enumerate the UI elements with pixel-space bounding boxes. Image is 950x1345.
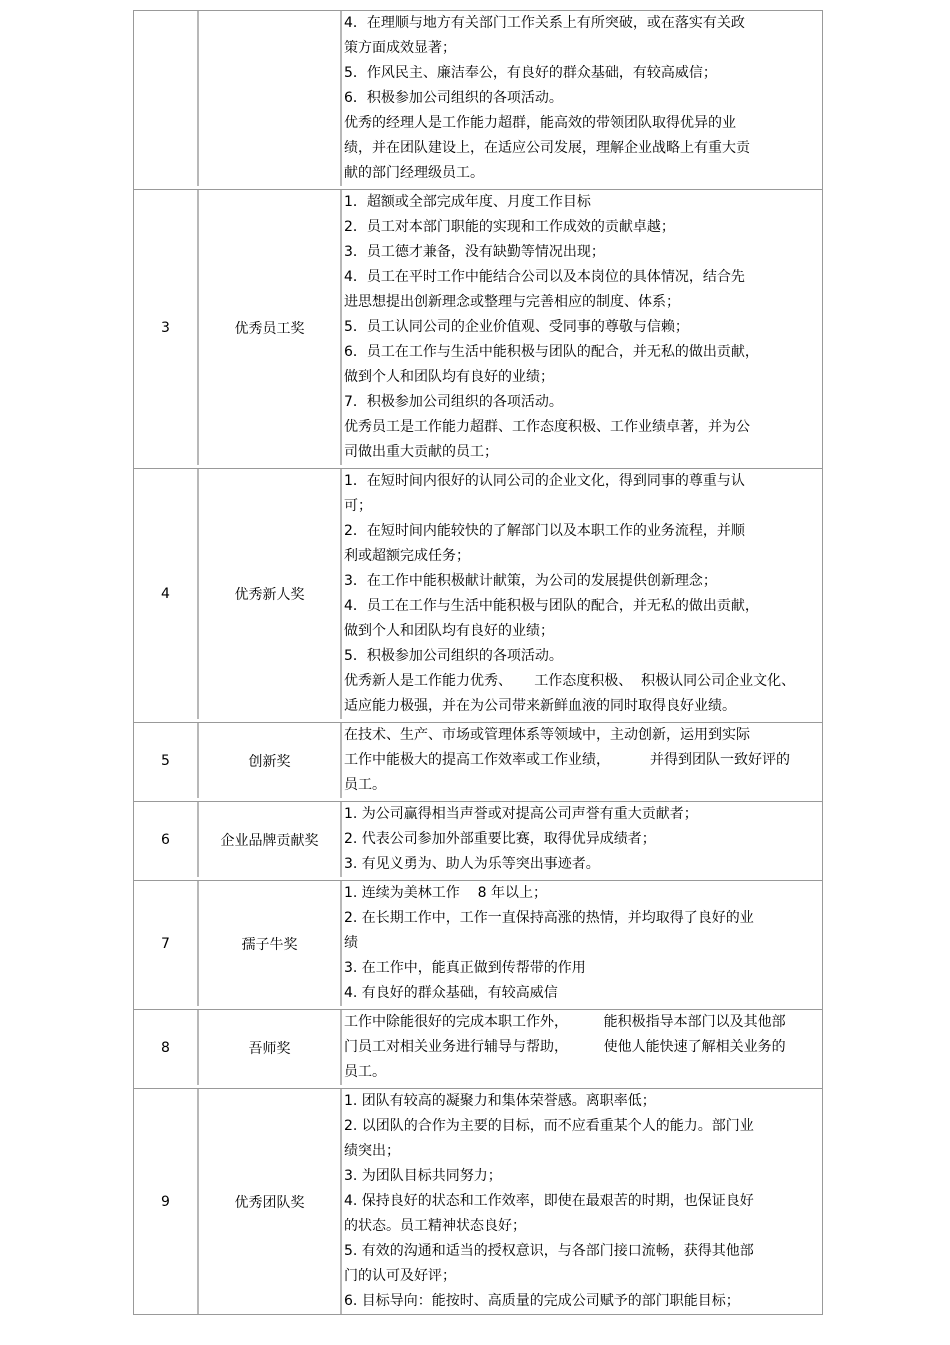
criteria-line: 6．员工在工作与生活中能积极与团队的配合，并无私的做出贡献， <box>344 344 759 360</box>
criteria-line: 4．在理顺与地方有关部门工作关系上有所突破，或在落实有关政 <box>344 15 745 31</box>
criteria-line: 2．员工对本部门职能的实现和工作成效的贡献卓越； <box>344 219 675 235</box>
award-criteria <box>342 881 822 1006</box>
award-name: 优秀员工奖 <box>199 190 342 465</box>
award-name: 吾师奖 <box>199 1010 342 1085</box>
criteria-line: 1．在短时间内很好的认同公司的企业文化，得到同事的尊重与认 <box>344 473 745 489</box>
criteria-line: 3. 为团队目标共同努力； <box>344 1168 502 1184</box>
criteria-line: 门的认可及好评； <box>344 1268 456 1284</box>
award-name: 优秀新人奖 <box>199 469 342 719</box>
award-criteria <box>342 723 822 798</box>
criteria-line: 3．员工德才兼备，没有缺勤等情况出现； <box>344 244 605 260</box>
criteria-line: 做到个人和团队均有良好的业绩； <box>344 369 554 385</box>
criteria-line: 3．在工作中能积极献计献策，为公司的发展提供创新理念； <box>344 573 717 589</box>
criteria-line: 2. 在长期工作中，工作一直保持高涨的热情，并均取得了良好的业 <box>344 910 754 926</box>
criteria-line: 员工。 <box>344 1064 386 1080</box>
awards-table <box>133 10 823 1315</box>
award-criteria <box>342 469 822 719</box>
criteria-line: 3. 在工作中，能真正做到传帮带的作用 <box>344 960 586 976</box>
criteria-line: 2．在短时间内能较快的了解部门以及本职工作的业务流程，并顺 <box>344 523 745 539</box>
award-number: 4 <box>134 469 199 719</box>
criteria-line: 4. 保持良好的状态和工作效率，即使在最艰苦的时期，也保证良好 <box>344 1193 754 1209</box>
criteria-line: 2. 代表公司参加外部重要比赛，取得优异成绩者； <box>344 831 656 847</box>
criteria-line: 1. 为公司赢得相当声誉或对提高公司声誉有重大贡献者； <box>344 806 698 822</box>
criteria-line: 4．员工在平时工作中能结合公司以及本岗位的具体情况，结合先 <box>344 269 745 285</box>
award-number: 7 <box>134 881 199 1006</box>
award-criteria <box>342 190 822 465</box>
criteria-line: 进思想提出创新理念或整理与完善相应的制度、体系； <box>344 294 680 310</box>
criteria-line: 献的部门经理级员工。 <box>344 165 484 181</box>
criteria-line: 6．积极参加公司组织的各项活动。 <box>344 90 563 106</box>
criteria-line: 在技术、生产、市场或管理体系等领域中，主动创新，运用到实际 <box>344 727 750 743</box>
criteria-line: 绩，并在团队建设上，在适应公司发展，理解企业战略上有重大贡 <box>344 140 750 156</box>
criteria-line: 适应能力极强，并在为公司带来新鲜血液的同时取得良好业绩。 <box>344 698 736 714</box>
table-row <box>133 468 823 719</box>
award-criteria <box>342 11 822 186</box>
criteria-line: 优秀员工是工作能力超群、工作态度积极、工作业绩卓著，并为公 <box>344 419 750 435</box>
criteria-line: 7．积极参加公司组织的各项活动。 <box>344 394 563 410</box>
criteria-line: 优秀的经理人是工作能力超群，能高效的带领团队取得优异的业 <box>344 115 736 131</box>
criteria-line: 5. 有效的沟通和适当的授权意识，与各部门接口流畅，获得其他部 <box>344 1243 754 1259</box>
award-number <box>134 11 199 186</box>
criteria-line: 门员工对相关业务进行辅导与帮助， 使他人能快速了解相关业务的 <box>344 1039 786 1055</box>
award-name: 企业品牌贡献奖 <box>199 802 342 877</box>
award-number: 3 <box>134 190 199 465</box>
criteria-line: 1．超额或全部完成年度、月度工作目标 <box>344 194 591 210</box>
criteria-line: 的状态。员工精神状态良好； <box>344 1218 526 1234</box>
award-number: 5 <box>134 723 199 798</box>
award-name: 孺子牛奖 <box>199 881 342 1006</box>
table-row <box>133 880 823 1006</box>
criteria-line: 工作中能极大的提高工作效率或工作业绩， 并得到团队一致好评的 <box>344 752 791 768</box>
criteria-line: 4．员工在工作与生活中能积极与团队的配合，并无私的做出贡献， <box>344 598 759 614</box>
criteria-line: 1. 连续为美林工作 8 年以上； <box>344 885 547 901</box>
criteria-line: 利或超额完成任务； <box>344 548 470 564</box>
award-name: 优秀团队奖 <box>199 1089 342 1314</box>
table-row <box>133 722 823 798</box>
criteria-line: 5．作风民主、廉洁奉公，有良好的群众基础，有较高威信； <box>344 65 717 81</box>
award-number: 6 <box>134 802 199 877</box>
criteria-line: 6. 目标导向：能按时、高质量的完成公司赋予的部门职能目标； <box>344 1293 740 1309</box>
criteria-line: 4. 有良好的群众基础，有较高威信 <box>344 985 558 1001</box>
table-row <box>133 1088 823 1315</box>
criteria-line: 5．积极参加公司组织的各项活动。 <box>344 648 563 664</box>
award-name: 创新奖 <box>199 723 342 798</box>
criteria-line: 做到个人和团队均有良好的业绩； <box>344 623 554 639</box>
criteria-line: 3. 有见义勇为、助人为乐等突出事迹者。 <box>344 856 600 872</box>
table-row <box>133 189 823 465</box>
criteria-line: 2. 以团队的合作为主要的目标，而不应看重某个人的能力。部门业 <box>344 1118 754 1134</box>
table-row <box>133 10 823 186</box>
criteria-line: 司做出重大贡献的员工； <box>344 444 498 460</box>
criteria-line: 可； <box>344 498 372 514</box>
criteria-line: 策方面成效显著； <box>344 40 456 56</box>
table-row <box>133 801 823 877</box>
criteria-line: 绩突出； <box>344 1143 400 1159</box>
criteria-line: 绩 <box>344 935 358 951</box>
award-name <box>199 11 342 186</box>
criteria-line: 5．员工认同公司的企业价值观、受同事的尊敬与信赖； <box>344 319 689 335</box>
award-number: 9 <box>134 1089 199 1314</box>
criteria-line: 优秀新人是工作能力优秀、 工作态度积极、 积极认同公司企业文化、 <box>344 673 796 689</box>
award-number: 8 <box>134 1010 199 1085</box>
award-criteria <box>342 1089 822 1314</box>
award-criteria <box>342 802 822 877</box>
award-criteria <box>342 1010 822 1085</box>
criteria-line: 员工。 <box>344 777 386 793</box>
criteria-line: 1. 团队有较高的凝聚力和集体荣誉感。离职率低； <box>344 1093 656 1109</box>
table-row <box>133 1009 823 1085</box>
criteria-line: 工作中除能很好的完成本职工作外， 能积极指导本部门以及其他部 <box>344 1014 786 1030</box>
